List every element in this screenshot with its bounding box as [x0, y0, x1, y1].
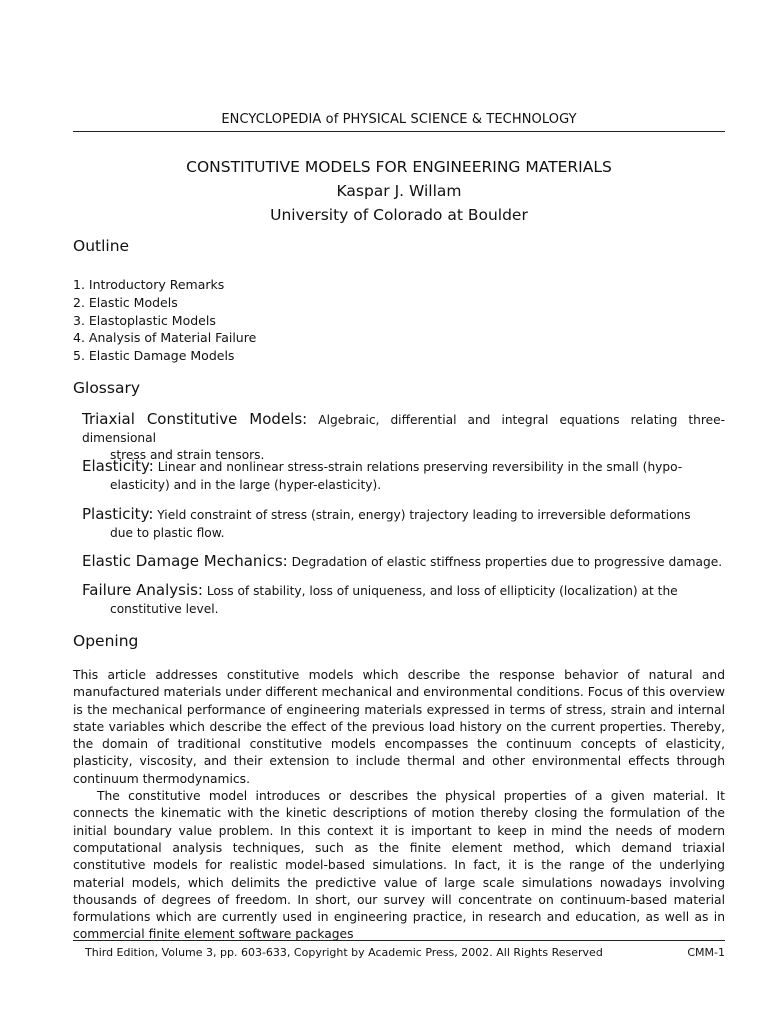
glossary-definition-continuation: due to plastic flow. [110, 525, 225, 540]
outline-item: 2. Elastic Models [73, 294, 178, 310]
running-head: ENCYCLOPEDIA of PHYSICAL SCIENCE & TECHNOLOGY [221, 112, 577, 127]
outline-list [73, 276, 256, 365]
glossary-definition-continuation: constitutive level. [110, 601, 219, 616]
outline-item: 5. Elastic Damage Models [73, 348, 235, 364]
glossary-definition-continuation: elasticity) and in the large (hyper-elasticity). [110, 477, 382, 492]
glossary-definition: Loss of stability, loss of uniqueness, and loss of ellipticity (localization) at the [206, 584, 678, 598]
page-identifier: CMM-1 [687, 946, 725, 959]
opening-heading: Opening [73, 632, 139, 650]
outline-heading: Outline [73, 237, 130, 255]
author-affiliation: University of Colorado at Boulder [270, 206, 528, 224]
outline-item: 3. Elastoplastic Models [73, 312, 216, 328]
glossary-entry: Failure Analysis: Loss of stability, loss of uniqueness, and loss of ellipticity (localization) at the constitutive level. [82, 582, 725, 618]
glossary-definition: Linear and nonlinear stress-strain relations preserving reversibility in the small (hypo- [157, 460, 683, 474]
opening-body [73, 667, 725, 944]
glossary-entry: Plasticity: Yield constraint of stress (strain, energy) trajectory leading to irreversible deformations due to plastic flow. [82, 506, 725, 542]
glossary-definition: Algebraic, differential and integral equations relating three-dimensional [82, 413, 726, 445]
footer-rule [73, 940, 725, 941]
glossary-term: Failure Analysis [82, 581, 198, 599]
author-name: Kaspar J. Willam [336, 182, 462, 200]
footer-citation: Third Edition, Volume 3, pp. 603-633, Copyright by Academic Press, 2002. All Rights Reserved [85, 946, 603, 959]
glossary-entry: Elasticity: Linear and nonlinear stress-strain relations preserving reversibility in the small (hypo- elasticity) and in the large (hyper-elasticity). [82, 458, 725, 494]
header-rule [73, 131, 725, 132]
body-paragraph: This article addresses constitutive models which describe the response behavior of natural and manufactured materials under different mechanical and environmental conditions. Focus of this overview is the mechanical performance of engineering materials expressed in terms of stress, strain and internal state variables which describe the effect of the previous load history on the current properties. Thereby, the domain of traditional constitutive models encompasses the continuum concepts of elasticity, plasticity, viscosity, and their extension to include thermal and other environmental effects through continuum thermodynamics. [73, 668, 725, 786]
outline-item: 1. Introductory Remarks [73, 277, 225, 292]
glossary-term: Elastic Damage Mechanics [82, 552, 283, 570]
glossary-term: Elasticity [82, 457, 149, 475]
glossary-term: Plasticity [82, 505, 149, 523]
title-block [73, 155, 725, 227]
glossary-entry: Elastic Damage Mechanics: Degradation of elastic stiffness properties due to progressive damage. [82, 552, 723, 570]
glossary-heading: Glossary [73, 379, 140, 397]
glossary-entry: Triaxial Constitutive Models: Algebraic, differential and integral equations relating three-dimensional stress and strain tensors. [82, 411, 725, 465]
article-title: CONSTITUTIVE MODELS FOR ENGINEERING MATERIALS [186, 158, 612, 176]
glossary-term: Triaxial Constitutive Models [82, 410, 303, 428]
glossary-definition-continuation: stress and strain tensors. [110, 448, 265, 462]
outline-item: 4. Analysis of Material Failure [73, 330, 257, 346]
glossary-definition: Degradation of elastic stiffness properties due to progressive damage. [291, 555, 723, 569]
glossary-definition: Yield constraint of stress (strain, energy) trajectory leading to irreversible deformations [157, 508, 691, 522]
body-paragraph: The constitutive model introduces or describes the physical properties of a given material. It connects the kinematic with the kinetic descriptions of motion thereby closing the formulation of the initial boundary value problem. In this context it is important to keep in mind the needs of modern computational analysis techniques, such as the finite element method, which demand triaxial constitutive models for realistic model-based simulations. In fact, it is the range of the underlying material models, which delimits the predictive value of large scale simulations nowadays involving thousands of degrees of freedom. In short, our survey will concentrate on continuum-based material formulations which are currently used in engineering practice, in research and education, as well as in commercial finite element software packages [73, 789, 725, 942]
